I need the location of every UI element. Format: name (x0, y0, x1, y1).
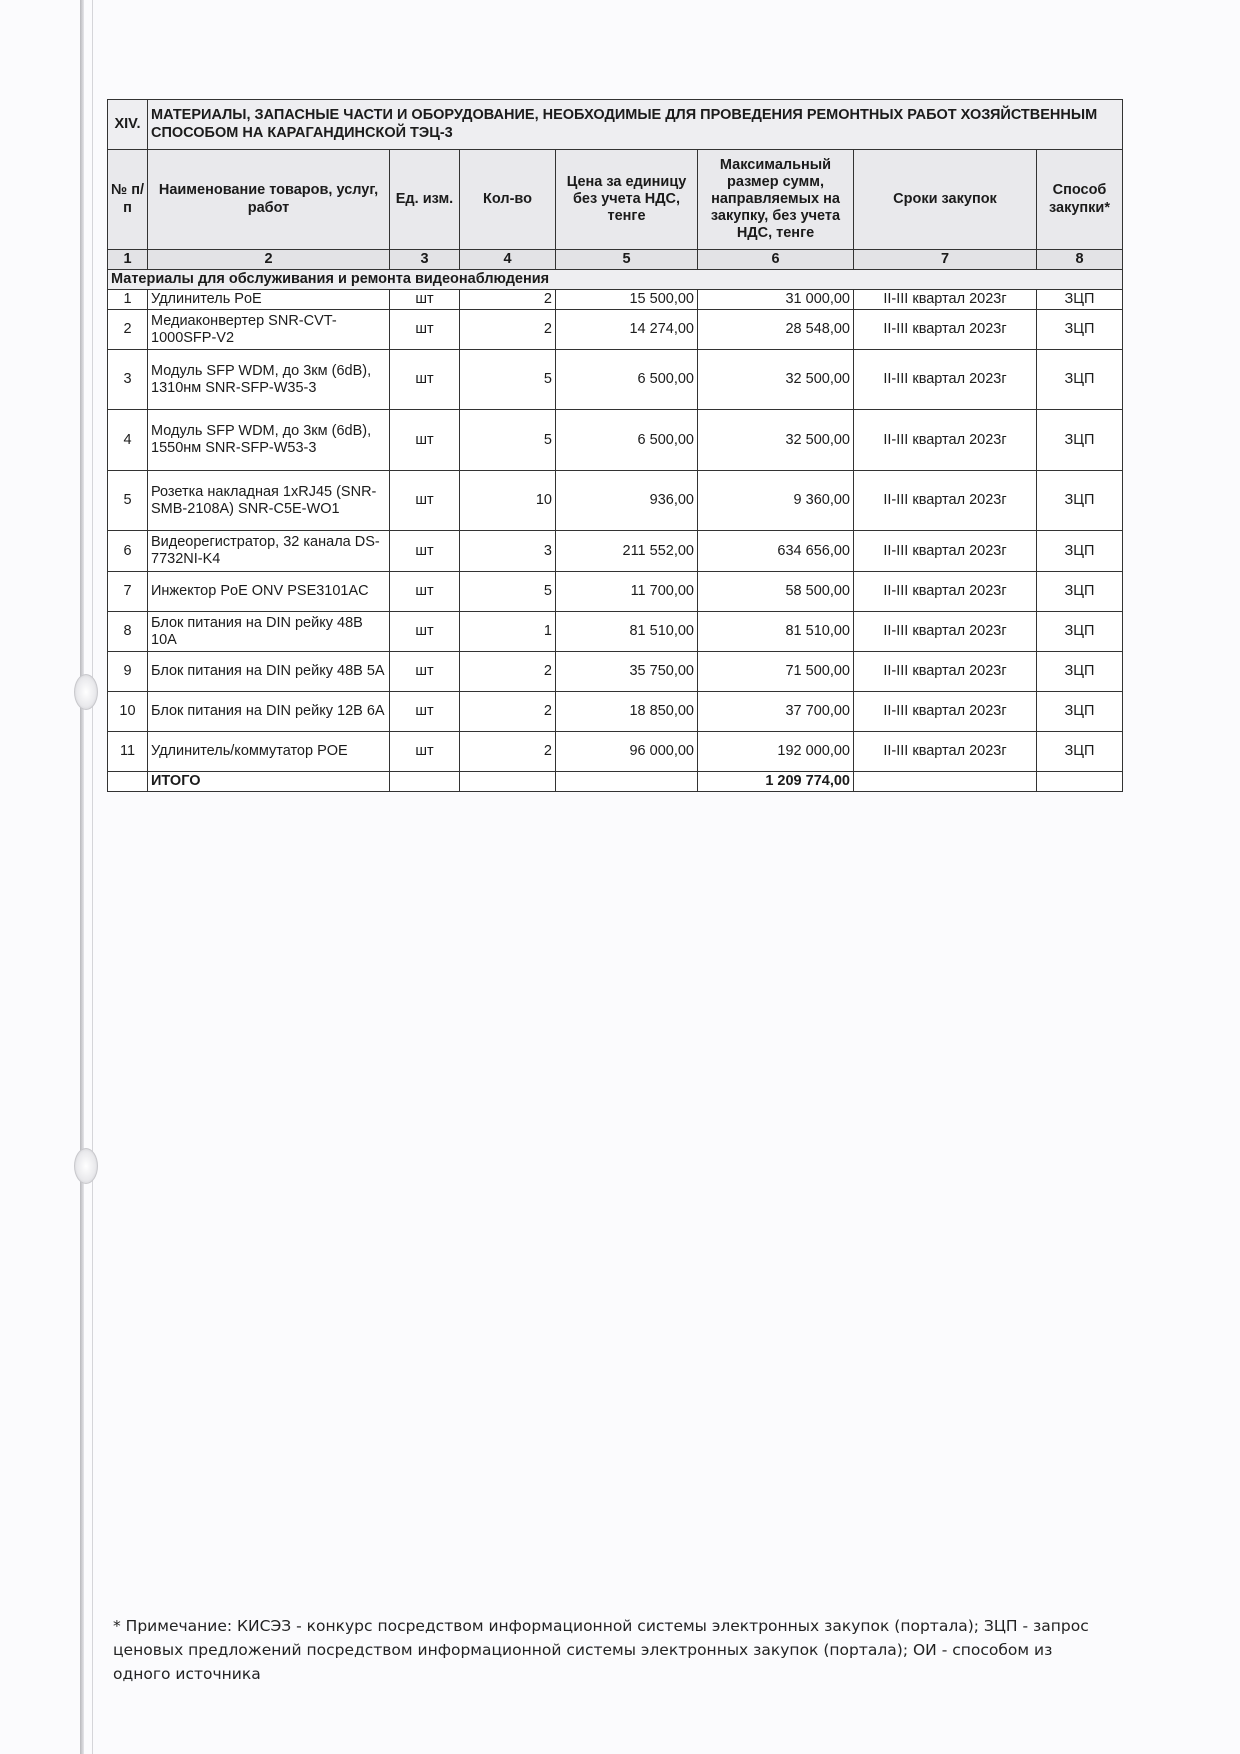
table-row (108, 732, 1123, 772)
item-sum: 31 000,00 (698, 290, 854, 310)
item-unit: шт (390, 410, 460, 471)
column-index: 5 (556, 250, 698, 270)
row-number: 8 (108, 612, 148, 652)
item-term: II-III квартал 2023г (854, 732, 1037, 772)
item-price: 6 500,00 (556, 350, 698, 410)
item-price: 96 000,00 (556, 732, 698, 772)
column-header: Наименование товаров, услуг, работ (148, 150, 390, 250)
item-qty: 2 (460, 290, 556, 310)
table-row (108, 310, 1123, 350)
item-unit: шт (390, 310, 460, 350)
item-sum: 32 500,00 (698, 410, 854, 471)
item-sum: 192 000,00 (698, 732, 854, 772)
item-method: ЗЦП (1037, 410, 1123, 471)
item-price: 15 500,00 (556, 290, 698, 310)
column-index: 3 (390, 250, 460, 270)
item-price: 35 750,00 (556, 652, 698, 692)
scan-edge (80, 0, 84, 1754)
item-price: 14 274,00 (556, 310, 698, 350)
item-price: 18 850,00 (556, 692, 698, 732)
column-header: Кол-во (460, 150, 556, 250)
procurement-table (107, 99, 1123, 792)
item-price: 81 510,00 (556, 612, 698, 652)
item-method: ЗЦП (1037, 310, 1123, 350)
column-index-row (108, 250, 1123, 270)
column-index: 4 (460, 250, 556, 270)
table-row (108, 471, 1123, 531)
column-index: 7 (854, 250, 1037, 270)
item-sum: 28 548,00 (698, 310, 854, 350)
row-number: 2 (108, 310, 148, 350)
table-row (108, 572, 1123, 612)
table-row (108, 290, 1123, 310)
item-qty: 2 (460, 652, 556, 692)
item-unit: шт (390, 692, 460, 732)
column-header-row (108, 150, 1123, 250)
row-number: 1 (108, 290, 148, 310)
total-sum: 1 209 774,00 (698, 772, 854, 792)
table-row (108, 410, 1123, 471)
row-number: 3 (108, 350, 148, 410)
item-term: II-III квартал 2023г (854, 471, 1037, 531)
column-header: Способ закупки* (1037, 150, 1123, 250)
item-term: II-III квартал 2023г (854, 692, 1037, 732)
item-term: II-III квартал 2023г (854, 612, 1037, 652)
total-label: ИТОГО (148, 772, 390, 792)
item-qty: 2 (460, 732, 556, 772)
row-number: 7 (108, 572, 148, 612)
row-number: 6 (108, 531, 148, 572)
column-index: 2 (148, 250, 390, 270)
item-unit: шт (390, 350, 460, 410)
row-number: 9 (108, 652, 148, 692)
item-name: Модуль SFP WDM, до 3км (6dB), 1310нм SNR-SFP-W35-3 (148, 350, 390, 410)
item-name: Блок питания на DIN рейку 48В 10А (148, 612, 390, 652)
item-qty: 3 (460, 531, 556, 572)
column-header: № п/п (108, 150, 148, 250)
item-method: ЗЦП (1037, 290, 1123, 310)
item-sum: 634 656,00 (698, 531, 854, 572)
item-name: Медиаконвертер SNR-CVT-1000SFP-V2 (148, 310, 390, 350)
table-row (108, 531, 1123, 572)
column-header: Максимальный размер сумм, направляемых на закупку, без учета НДС, тенге (698, 150, 854, 250)
group-row (108, 270, 1123, 290)
item-method: ЗЦП (1037, 652, 1123, 692)
table-row (108, 692, 1123, 732)
item-unit: шт (390, 732, 460, 772)
item-method: ЗЦП (1037, 692, 1123, 732)
row-number: 5 (108, 471, 148, 531)
item-price: 6 500,00 (556, 410, 698, 471)
item-unit: шт (390, 652, 460, 692)
scan-edge-line (92, 0, 93, 1754)
item-sum: 58 500,00 (698, 572, 854, 612)
item-method: ЗЦП (1037, 732, 1123, 772)
item-term: II-III квартал 2023г (854, 310, 1037, 350)
item-term: II-III квартал 2023г (854, 572, 1037, 612)
column-index: 8 (1037, 250, 1123, 270)
item-qty: 5 (460, 410, 556, 471)
item-name: Блок питания на DIN рейку 12В 6А (148, 692, 390, 732)
item-name: Инжектор PoE ONV PSE3101AC (148, 572, 390, 612)
item-price: 936,00 (556, 471, 698, 531)
item-sum: 32 500,00 (698, 350, 854, 410)
column-index: 6 (698, 250, 854, 270)
row-number: 4 (108, 410, 148, 471)
table-row (108, 350, 1123, 410)
item-unit: шт (390, 572, 460, 612)
row-number: 11 (108, 732, 148, 772)
column-header: Ед. изм. (390, 150, 460, 250)
item-method: ЗЦП (1037, 350, 1123, 410)
table-row (108, 652, 1123, 692)
table-row (108, 612, 1123, 652)
item-price: 211 552,00 (556, 531, 698, 572)
item-term: II-III квартал 2023г (854, 350, 1037, 410)
item-name: Блок питания на DIN рейку 48В 5А (148, 652, 390, 692)
item-unit: шт (390, 290, 460, 310)
item-qty: 2 (460, 692, 556, 732)
item-name: Модуль SFP WDM, до 3км (6dB), 1550нм SNR-SFP-W53-3 (148, 410, 390, 471)
section-title: МАТЕРИАЛЫ, ЗАПАСНЫЕ ЧАСТИ И ОБОРУДОВАНИЕ, НЕОБХОДИМЫЕ ДЛЯ ПРОВЕДЕНИЯ РЕМОНТНЫХ РАБОТ ХОЗЯЙСТВЕННЫМ СПОСОБОМ НА КАРАГАНДИНСКОЙ ТЭЦ-3 (148, 100, 1123, 150)
item-term: II-III квартал 2023г (854, 652, 1037, 692)
item-sum: 37 700,00 (698, 692, 854, 732)
item-qty: 10 (460, 471, 556, 531)
column-header: Цена за единицу без учета НДС, тенге (556, 150, 698, 250)
item-name: Удлинитель PoE (148, 290, 390, 310)
item-sum: 9 360,00 (698, 471, 854, 531)
group-title: Материалы для обслуживания и ремонта видеонаблюдения (108, 270, 1123, 290)
item-name: Розетка накладная 1xRJ45 (SNR-SMB-2108A) SNR-C5E-WO1 (148, 471, 390, 531)
section-number: XIV. (108, 100, 148, 150)
punch-hole (74, 1148, 98, 1184)
item-unit: шт (390, 471, 460, 531)
punch-hole (74, 674, 98, 710)
row-number: 10 (108, 692, 148, 732)
item-term: II-III квартал 2023г (854, 290, 1037, 310)
item-term: II-III квартал 2023г (854, 531, 1037, 572)
item-unit: шт (390, 612, 460, 652)
column-index: 1 (108, 250, 148, 270)
item-sum: 81 510,00 (698, 612, 854, 652)
item-qty: 1 (460, 612, 556, 652)
item-price: 11 700,00 (556, 572, 698, 612)
item-qty: 5 (460, 350, 556, 410)
item-term: II-III квартал 2023г (854, 410, 1037, 471)
item-unit: шт (390, 531, 460, 572)
item-qty: 5 (460, 572, 556, 612)
item-method: ЗЦП (1037, 471, 1123, 531)
item-name: Видеорегистратор, 32 канала DS-7732NI-K4 (148, 531, 390, 572)
item-sum: 71 500,00 (698, 652, 854, 692)
footnote: * Примечание: КИСЭЗ - конкурс посредством информационной системы электронных закупок (портала); ЗЦП - запрос ценовых предложений посредством информационной системы электронных закупок (портала); ОИ - способом из одного источника (113, 1617, 1089, 1683)
item-method: ЗЦП (1037, 572, 1123, 612)
item-method: ЗЦП (1037, 612, 1123, 652)
item-name: Удлинитель/коммутатор POE (148, 732, 390, 772)
column-header: Сроки закупок (854, 150, 1037, 250)
section-title-row (108, 100, 1123, 150)
item-method: ЗЦП (1037, 531, 1123, 572)
item-qty: 2 (460, 310, 556, 350)
total-row (108, 772, 1123, 792)
